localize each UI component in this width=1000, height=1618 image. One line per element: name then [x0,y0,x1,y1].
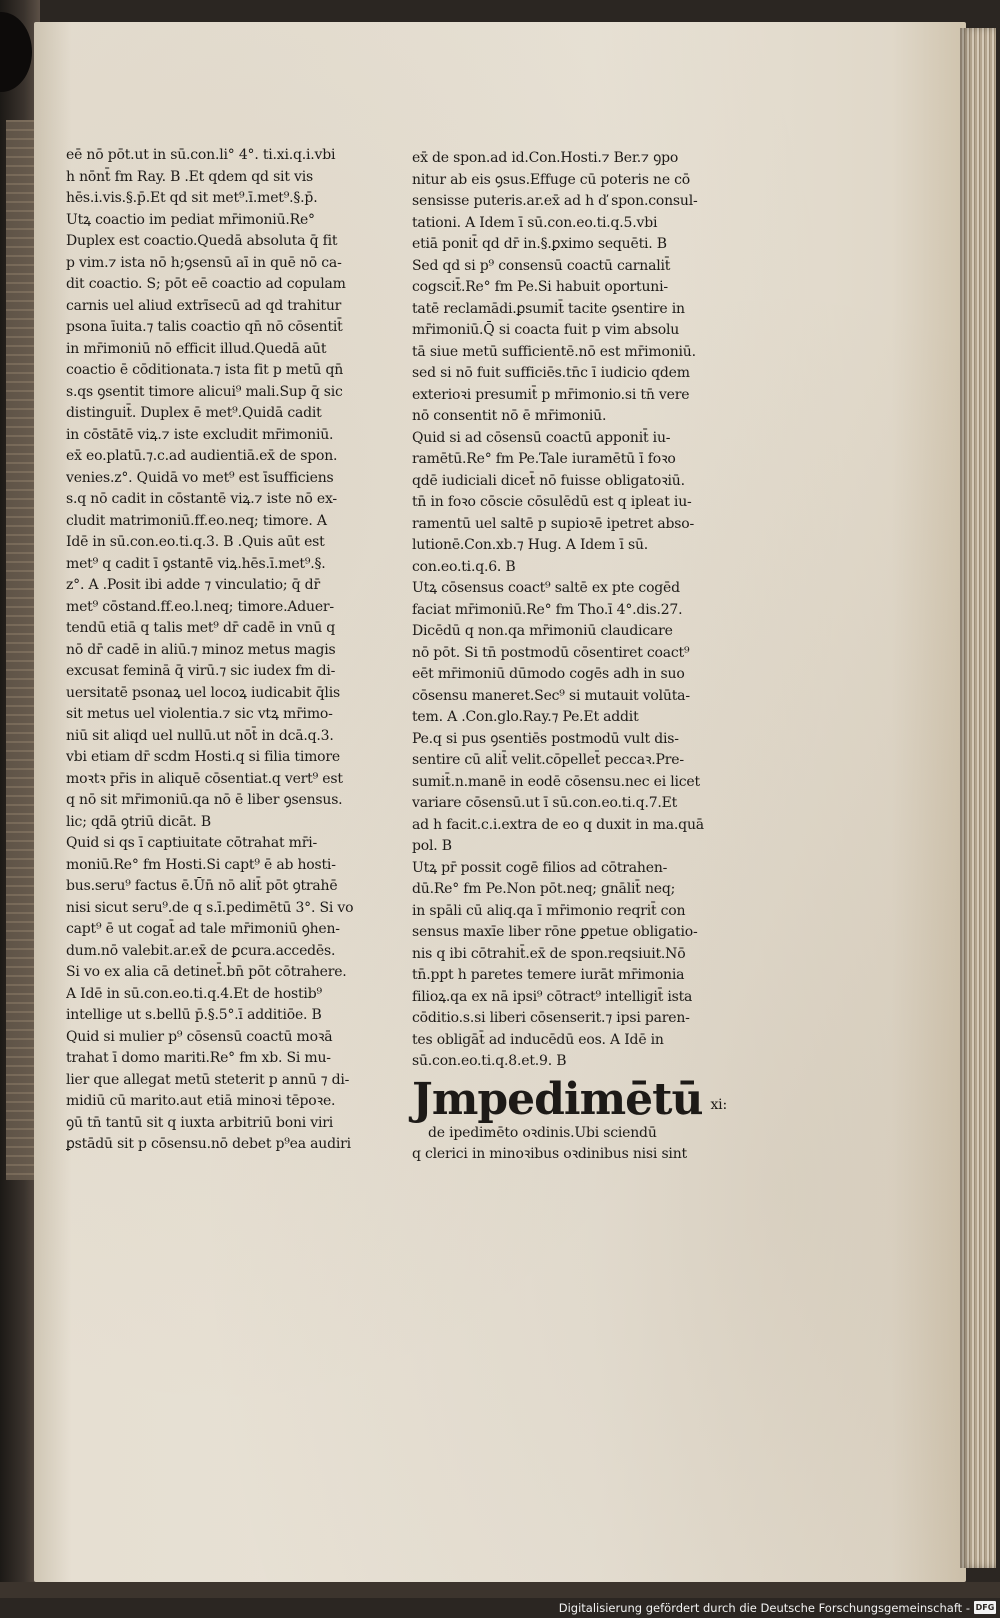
right-column-line: ramētū.Re° fm Pe.Tale iuramētū ī foꝛo [412,451,676,467]
right-column-line: Dicēdū q non.qa mr̄imoniū claudicare [412,623,673,639]
left-column-line: venies.z°. Quidā vo met⁹ est īsufficiens [66,469,334,486]
right-column-line: sensisse puteris.ar.ex̄ ad h ď spon.consul- [412,193,698,209]
right-column-line: Pe.q si pus ꝯsentiēs postmodū vult dis- [412,730,679,747]
right-column-line: sumit̄.n.manē in eodē cōsensu.nec ei licet [412,773,700,790]
right-column-line: con.eo.ti.q.6. B [412,558,516,575]
left-column-line: lic; qdā ꝯtriū dicāt. B [66,813,212,830]
right-column-line: tn̄ in foꝛo cōscie cōsulēdū est q ipleat iu- [412,494,692,510]
left-column-line: trahat ī domo mariti.Re° fm xb. Si mu- [66,1050,331,1066]
left-column-line: uersitatē psonaꝝ uel locoꝝ iudicabit q̄lis [66,684,340,701]
right-column-line: eēt mr̄imoniū dūmodo cogēs adh in suo [412,666,685,682]
left-column-line: Utꝝ coactio im pediat mr̄imoniū.Re° [66,211,315,228]
right-column-line: etiā ponit̄ qd dr̄ in.§.ꝑximo sequēti. B [412,236,667,252]
left-column-line: Quid si mulier p⁹ cōsensū coactū moꝛā [66,1028,333,1045]
left-column-line: ꝯū tn̄ tantū sit q iuxta arbitriū boni viri [66,1114,334,1131]
right-column-line: tatē reclamādi.ꝑsumit̄ tacite ꝯsentire in [412,300,685,317]
left-column-line: eē nō pōt.ut in sū.con.li° 4°. ti.xi.q.i.vbi [66,147,336,163]
heading-number: xi: [710,1097,727,1113]
left-column-line: bus.seru⁹ factus ē.Ūn̄ nō alit̄ pōt ꝯtrahē [66,878,338,894]
heading-line-1: de ipedimēto oꝛdinis.Ubi sciendū [428,1124,657,1141]
right-column-line: tn̄.ppt h paretes temere iurāt mr̄imonia [412,967,685,983]
left-column-line: A Idē in sū.con.eo.ti.q.4.Et de hostib⁹ [66,985,322,1002]
right-column-line: sensus maxīe liber rōne ꝑpetue obligatio- [412,924,698,940]
right-column-line: cogscit̄.Re° fm Pe.Si habuit oportuni- [412,279,668,295]
left-column-line: hēs.i.vis.§.p̄.Et qd sit met⁹.ī.met⁹.§.p̄. [66,190,318,206]
right-column-line: Utꝝ cōsensus coact⁹ saltē ex pte cogēd [412,580,680,596]
left-column-line: cludit matrimoniū.ff.eo.neq; timore. A [66,512,327,529]
dfg-logo-icon: DFG [975,1603,995,1612]
left-column-line: midiū cū marito.aut etiā minoꝛi tēpoꝛe. [66,1093,336,1109]
left-column-line: lier que allegat metū steterit p annū ⁊ di- [66,1071,350,1088]
left-column-line: moꝛtꝛ pr̄is in aliquē cōsentiat.q vert⁹ est [66,770,343,787]
left-column-line: Quid si qs ī captiuitate cōtrahat mr̄i- [66,835,318,851]
left-column-line: dum.nō valebit.ar.ex̄ de ꝑcura.accedēs. [66,942,336,959]
left-column-line: carnis uel aliud extrīsecū ad qd trahitur [66,297,342,314]
left-column-line: ꝑstādū sit p cōsensu.nō debet p⁹ea audiri [66,1136,351,1152]
section-heading [412,1073,727,1125]
left-column-line: h nōnt̄ fm Ray. B .Et qdem qd sit vis [66,168,313,185]
left-column-line: excusat feminā q̄ virū.⁊ sic iudex fm di- [66,663,336,679]
left-column-line: nō dr̄ cadē in aliū.⁊ minoz metus magis [66,641,336,658]
right-column-line: tationi. A Idem ī sū.con.eo.ti.q.5.vbi [412,214,658,231]
left-column-line: ex̄ eo.platū.⁊.c.ad audientiā.ex̄ de spon. [66,448,338,464]
right-column-line: sū.con.eo.ti.q.8.et.9. B [412,1053,567,1069]
right-column-line: nis q ibi cōtrahit̄.ex̄ de spon.reqsiuit.Nō [412,945,686,962]
heading-line-2: q clerici in minoꝛibus oꝛdinibus nisi sint [412,1146,687,1162]
previous-page-edge [6,120,34,1180]
right-column-line: cōditio.s.si liberi cōsenserit.⁊ ipsi paren- [412,1010,690,1026]
heading-initial: Jmpedimētū [412,1073,703,1125]
right-column-line: mr̄imoniū.Q̄ si coacta fuit p vim absolu [412,322,680,338]
bottom-strip [0,1582,1000,1598]
right-column-line: faciat mr̄imoniū.Re° fm Tho.ī 4°.dis.27. [412,601,683,618]
footer-credit: Digitalisierung gefördert durch die Deutsche Forschungsgemeinschaft - [558,1601,970,1615]
right-column-line: qdē iudiciali dicet̄ nō fuisse obligatoꝛiū. [412,472,685,489]
left-column-line: met⁹ cōstand.ff.eo.l.neq; timore.Aduer- [66,598,334,615]
right-column-line: pol. B [412,838,452,854]
left-text-column [66,145,366,1156]
right-column-line: ex̄ de spon.ad id.Con.Hosti.⁊ Ber.⁊ ꝯpo [412,150,679,166]
page-fore-edge [960,28,996,1568]
right-column-line: sed si nō fuit sufficiēs.tn̄c ī iudicio qdem [412,365,690,381]
right-column-lines [412,148,712,1073]
right-column-line: ramentū uel saltē p supioꝛē ipetret abso- [412,515,695,532]
left-column-line: capt⁹ ē ut cogat̄ ad tale mr̄imoniū ꝯhen- [66,921,340,937]
left-column-line: z°. A .Posit ibi adde ⁊ vinculatio; q̄ dr̄ [66,577,320,593]
left-column-line: nisi sicut seru⁹.de q s.ī.pedimētū 3°. Si vo [66,899,354,916]
left-column-line: sit metus uel violentia.⁊ sic vtꝝ mr̄imo- [66,706,333,722]
left-column-line: met⁹ q cadit ī ꝯstantē viꝝ.hēs.ī.met⁹.§. [66,555,326,572]
left-column-line: tendū etiā q talis met⁹ dr̄ cadē in vnū q [66,620,336,636]
right-column-line: filioꝝ.qa ex nā ipsi⁹ cōtract⁹ intelligit̄ ista [412,988,693,1005]
right-column-line: cōsensu maneret.Sec⁹ si mutauit volūta- [412,687,690,704]
right-column-line: Sed qd si p⁹ consensū coactū carnalit̄ [412,257,671,274]
left-column-line: coactio ē cōditionata.⁊ ista fit p metū qn̄ [66,362,344,378]
left-column-line: in cōstātē viꝝ.⁊ iste excludit mr̄imoniū. [66,426,334,443]
right-column-line: nō pōt. Si tn̄ postmodū cōsentiret coact⁹ [412,644,690,661]
right-column-line: Quid si ad cōsensū coactū apponit̄ iu- [412,429,671,446]
left-column-line: distinguit̄. Duplex ē met⁹.Quidā cadit [66,405,322,421]
left-column-line: Si vo ex alia cā detinet̄.bn̄ pōt cōtrahere. [66,964,347,980]
left-column-line: in mr̄imoniū nō efficit illud.Quedā aūt [66,340,327,357]
right-text-column [412,148,727,1166]
left-column-line: intellige ut s.bellū p̄.§.5°.ī additiōe. B [66,1007,322,1023]
right-column-line: exterioꝛi presumit̄ p mr̄imonio.si tn̄ vere [412,386,690,403]
right-column-line: tem. A .Con.glo.Ray.⁊ Pe.Et addit [412,709,639,725]
right-column-line: Utꝝ pr̄ possit cogē filios ad cōtrahen- [412,859,668,876]
right-column-line: ad h facit.c.i.extra de eo q duxit in ma.quā [412,816,704,833]
left-column-line: psona īuita.⁊ talis coactio qn̄ nō cōsentit̄ [66,319,343,335]
right-column-line: sentire cū alit̄ velit.cōpellet̄ peccaꝛ.Pre- [412,752,684,768]
left-column-line: moniū.Re° fm Hosti.Si capt⁹ ē ab hosti- [66,856,336,873]
right-column-line: tā siue metū sufficientē.nō est mr̄imoniū. [412,343,696,360]
right-column-line: dū.Re° fm Pe.Non pōt.neq; gnālit̄ neq; [412,881,676,897]
left-column-line: p vim.⁊ ista nō h;ꝯsensū aī in quē nō ca- [66,254,342,271]
right-column-line: in spāli cū aliq.qa ī mr̄imonio reqrit̄ con [412,902,686,919]
right-column-line: nō consentit nō ē mr̄imoniū. [412,408,607,424]
left-column-line: vbi etiam dr̄ scdm Hosti.q si filia timore [66,749,340,765]
left-column-line: Duplex est coactio.Quedā absoluta q̄ fit [66,233,338,249]
left-column-line: s.q nō cadit in cōstantē viꝝ.⁊ iste nō ex- [66,491,337,507]
right-column-line: tes obligāt̄ ad inducēdū eos. A Idē in [412,1031,664,1048]
left-column-line: Idē in sū.con.eo.ti.q.3. B .Quis aūt est [66,534,325,550]
right-column-line: nitur ab eis ꝯsus.Effuge cū poteris ne cō [412,171,691,188]
right-column-line: lutionē.Con.xb.⁊ Hug. A Idem ī sū. [412,537,649,553]
left-column-line: s.qs ꝯsentit timore alicui⁹ mali.Sup q̄ sic [66,383,343,400]
left-column-line: q nō sit mr̄imoniū.qa nō ē liber ꝯsensus. [66,792,343,808]
right-column-line: variare cōsensū.ut ī sū.con.eo.ti.q.7.Et [412,795,678,811]
left-column-line: dit coactio. S; pōt eē coactio ad copulam [66,276,346,292]
left-column-line: niū sit aliqd uel nullū.ut nōt̄ in dcā.q.3. [66,727,334,744]
